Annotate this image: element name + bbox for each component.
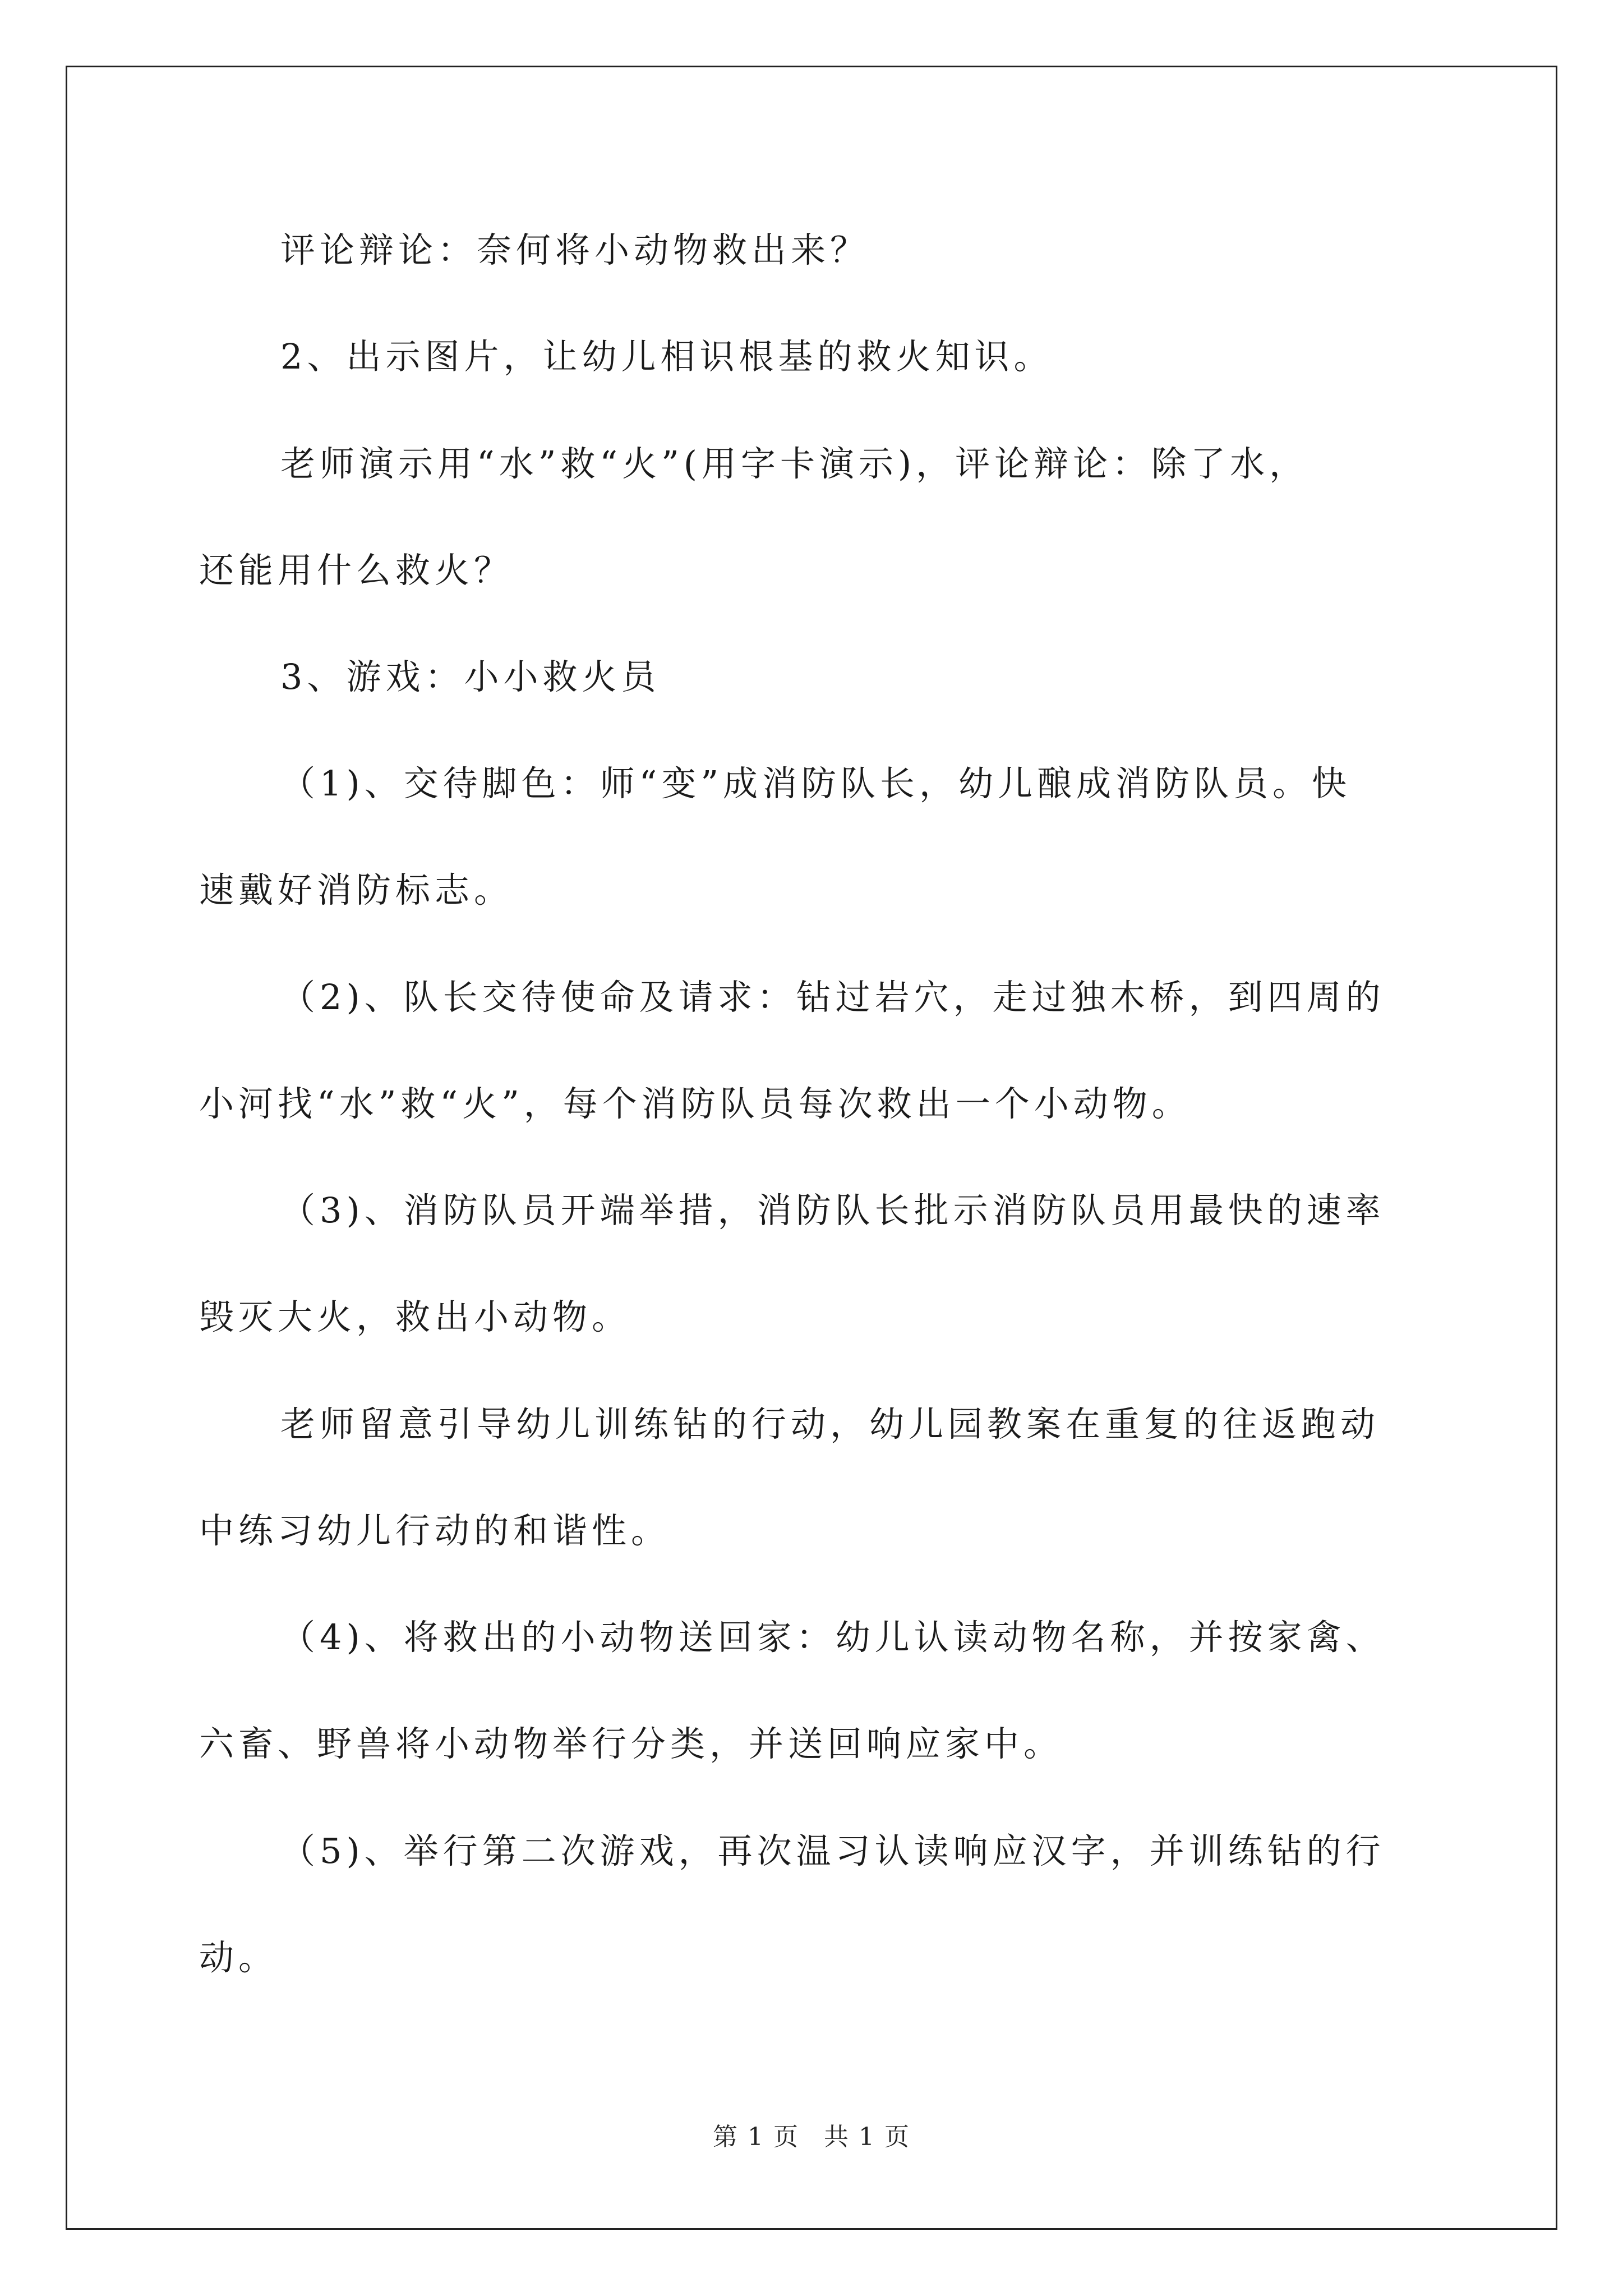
page-border (66, 66, 1557, 2230)
paragraph-line-11: 毁灭大火，救出小动物。 (199, 1296, 631, 1337)
paragraph-line-16: （5)、举行第二次游戏，再次温习认读响应汉字，并训练钻的行 (280, 1830, 1385, 1871)
paragraph-line-12: 老师留意引导幼儿训练钻的行动，幼儿园教案在重复的往返跑动 (280, 1404, 1380, 1444)
page-number-total: 共 1 页 (824, 2123, 910, 2151)
paragraph-line-1: 评论辩论：奈何将小动物救出来？ (280, 229, 870, 270)
paragraph-line-8: （2)、队长交待使命及请求：钻过岩穴，走过独木桥，到四周的 (280, 977, 1385, 1018)
paragraph-line-13: 中练习幼儿行动的和谐性。 (199, 1510, 671, 1551)
paragraph-line-10: （3)、消防队员开端举措，消防队长批示消防队员用最快的速率 (280, 1190, 1385, 1231)
page-number-current: 第 1 页 (713, 2123, 799, 2151)
paragraph-line-5: 3、游戏：小小救火员 (280, 656, 661, 697)
page-footer (0, 2125, 1623, 2150)
paragraph-line-17: 动。 (199, 1937, 278, 1978)
paragraph-line-9: 小河找“水”救“火”，每个消防队员每次救出一个小动物。 (199, 1083, 1191, 1124)
paragraph-line-2: 2、出示图片，让幼儿相识根基的救火知识。 (280, 336, 1053, 377)
paragraph-line-7: 速戴好消防标志。 (199, 869, 514, 910)
paragraph-line-14: （4)、将救出的小动物送回家：幼儿认读动物名称，并按家禽、 (280, 1617, 1385, 1658)
paragraph-line-3: 老师演示用“水”救“火”(用字卡演示)，评论辩论：除了水， (280, 443, 1309, 484)
paragraph-line-6: （1)、交待脚色：师“变”成消防队长，幼儿酿成消防队员。快 (280, 763, 1352, 804)
paragraph-line-15: 六畜、野兽将小动物举行分类，并送回响应家中。 (199, 1723, 1063, 1764)
paragraph-line-4: 还能用什么救火？ (199, 550, 514, 591)
